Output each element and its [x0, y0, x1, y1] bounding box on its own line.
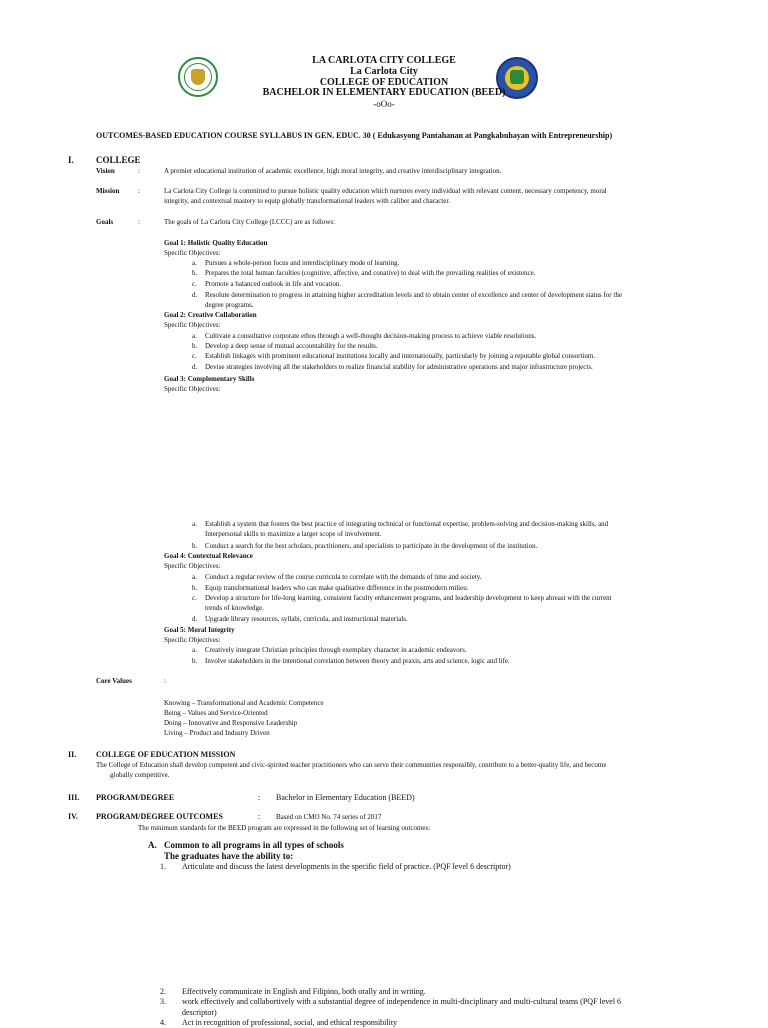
- objective-text: Resolute determination to progress in attaining higher accreditation levels and to obtain center of excellence and center of development status for the: [205, 291, 622, 299]
- objective-text: Pursues a whole-person focus and interdisciplinary mode of learning.: [205, 259, 400, 267]
- core-value-item: Being – Values and Service-Oriented: [164, 709, 268, 717]
- objective-letter: a.: [192, 332, 197, 340]
- objective-letter: c.: [192, 594, 197, 602]
- objective-text-cont: Interpersonal skills to maximize a larger scope of involvement.: [205, 530, 382, 538]
- outcome-text-cont: descriptor): [182, 1008, 217, 1017]
- outcome-number: 1.: [160, 862, 166, 871]
- objective-text: Develop a deep sense of mutual accountability for the results.: [205, 342, 378, 350]
- goals-colon: :: [138, 218, 140, 226]
- objective-text-cont: degree programs.: [205, 301, 254, 309]
- mission-text: integrity, and contextual mastery to equip globally transformational leaders with caliber and character.: [164, 197, 451, 205]
- core-value-item: Living – Product and Industry Driven: [164, 729, 270, 737]
- college-name: LA CARLOTA CITY COLLEGE: [312, 55, 456, 66]
- goal-title: Goal 3: Complementary Skills: [164, 375, 255, 383]
- core-values-label: Core Values: [96, 677, 132, 685]
- outcome-group-letter: A.: [148, 840, 157, 850]
- program-value: Bachelor in Elementary Education (BEED): [276, 793, 415, 802]
- goal-title: Goal 2: Creative Collaboration: [164, 311, 257, 319]
- vision-label: Vision: [96, 167, 115, 175]
- goal-title: Goal 4: Contextual Relevance: [164, 552, 253, 560]
- outcomes-intro: The minimum standards for the BEED program are expressed in the following set of learning outcomes:: [138, 824, 431, 832]
- objective-text: Involve stakeholders in the intentional correlation between theory and praxis, arts and science, logic and life.: [205, 657, 510, 665]
- program-colon: :: [258, 793, 261, 802]
- objective-text-cont: trends of knowledge.: [205, 604, 264, 612]
- objective-letter: b.: [192, 584, 198, 592]
- section-number: II.: [68, 750, 77, 759]
- objective-letter: a.: [192, 573, 197, 581]
- objective-letter: c.: [192, 280, 197, 288]
- outcome-number: 3.: [160, 997, 166, 1006]
- specific-objectives-label: Specific Objectives:: [164, 321, 221, 329]
- goal-title: Goal 1: Holistic Quality Education: [164, 239, 268, 247]
- outcomes-basis: Based on CMO No. 74 series of 2017: [276, 813, 382, 821]
- objective-text: Conduct a regular review of the course curricula to correlate with the demands of time and society.: [205, 573, 482, 581]
- outcome-group-title: Common to all programs in all types of schools: [164, 840, 344, 850]
- objective-letter: d.: [192, 363, 198, 371]
- goals-label: Goals: [96, 218, 114, 226]
- outcome-group-subtitle: The graduates have the ability to:: [164, 851, 294, 861]
- objective-letter: d.: [192, 615, 198, 623]
- objective-text: Promote a balanced outlook in life and vocation.: [205, 280, 342, 288]
- outcome-text: Effectively communicate in English and Filipino, both orally and in writing.: [182, 987, 426, 996]
- outcome-text: Articulate and discuss the latest developments in the specific field of practice. (PQF level 6 descriptor): [182, 862, 511, 871]
- section-heading: COLLEGE OF EDUCATION MISSION: [96, 750, 236, 759]
- program-name: BACHELOR IN ELEMENTARY EDUCATION (BEED): [262, 87, 506, 98]
- outcomes-colon: :: [258, 812, 261, 821]
- vision-colon: :: [138, 167, 140, 175]
- syllabus-title: OUTCOMES-BASED EDUCATION COURSE SYLLABUS IN GEN. EDUC. 30 ( Edukasyong Pantahanan at Pangkabuhayan with Entrepreneurship): [96, 131, 613, 140]
- objective-letter: b.: [192, 342, 198, 350]
- specific-objectives-label: Specific Objectives:: [164, 249, 221, 257]
- mission-label: Mission: [96, 187, 120, 195]
- section-number: IV.: [68, 812, 78, 821]
- mission-colon: :: [138, 187, 140, 195]
- mission-text: The College of Education shall develop competent and civic-spirited teacher practitioners who can serve their communities responsibly, contribute to a better-quality life, and become: [96, 761, 607, 769]
- outcome-number: 2.: [160, 987, 166, 996]
- specific-objectives-label: Specific Objectives:: [164, 385, 221, 393]
- objective-text: Develop a structure for life-long learning, consistent faculty enhancement programs, and leadership development to keep abreast with the current: [205, 594, 612, 602]
- mission-text: La Carlota City College is committed to pursue holistic quality education which nurtures every individual with relevant content, necessary competency, moral: [164, 187, 607, 195]
- objective-text: Devise strategies involving all the stakeholders to realize financial stability for administrative operations and major infrastructure projects.: [205, 363, 593, 371]
- objective-text: Establish a system that fosters the best practice of integrating technical or functional expertise, problem-solving and decision-making skills, and: [205, 520, 609, 528]
- specific-objectives-label: Specific Objectives:: [164, 636, 221, 644]
- objective-text: Creatively integrate Christian principles through exemplary character in academic endeavors.: [205, 646, 467, 654]
- objective-text: Equip transformational leaders who can make qualitative difference in the postmodern milieu.: [205, 584, 469, 592]
- outcome-text: Act in recognition of professional, social, and ethical responsibility: [182, 1018, 398, 1027]
- objective-text: Upgrade library resources, syllabi, curricula, and instructional materials.: [205, 615, 408, 623]
- objective-letter: a.: [192, 259, 197, 267]
- objective-text: Conduct a search for the best scholars, practitioners, and specialists to participate in the development of the institution.: [205, 542, 538, 550]
- objective-letter: b.: [192, 269, 198, 277]
- objective-text: Establish linkages with prominent educational institutions locally and internationally, particularly by joining a reputable global consortium.: [205, 352, 596, 360]
- vision-text: A premier educational institution of academic excellence, high moral integrity, and creative interdisciplinary integration.: [164, 167, 502, 175]
- core-value-item: Knowing – Transformational and Academic Competence: [164, 699, 324, 707]
- objective-text: Cultivate a consultative corporate ethos through a well-thought decision-making process to achieve viable resolutions.: [205, 332, 537, 340]
- objective-letter: c.: [192, 352, 197, 360]
- objective-letter: a.: [192, 520, 197, 528]
- section-heading: COLLEGE: [96, 155, 141, 165]
- core-values-colon: :: [164, 677, 166, 685]
- section-number: III.: [68, 793, 80, 802]
- core-value-item: Doing – Innovative and Responsive Leadership: [164, 719, 298, 727]
- mission-text: globally competitive.: [110, 771, 170, 779]
- city-name: La Carlota City: [350, 66, 418, 77]
- separator: -oOo-: [373, 99, 395, 109]
- outcome-number: 4.: [160, 1018, 166, 1027]
- objective-letter: b.: [192, 657, 198, 665]
- specific-objectives-label: Specific Objectives:: [164, 562, 221, 570]
- section-heading: PROGRAM/DEGREE OUTCOMES: [96, 812, 223, 821]
- objective-letter: b.: [192, 542, 198, 550]
- goals-intro: The goals of La Carlota City College (LCCC) are as follows:: [164, 218, 336, 226]
- goal-title: Goal 5: Moral Integrity: [164, 626, 235, 634]
- department-name: COLLEGE OF EDUCATION: [319, 77, 449, 88]
- objective-text: Prepares the total human faculties (cognitive, affective, and conative) to deal with the prevailing realities of existence.: [205, 269, 536, 277]
- section-number: I.: [68, 155, 74, 165]
- outcome-text: work effectively and collabortively with a substantial degree of independence in multi-disciplinary and multi-cultural teams (PQF level 6: [182, 997, 622, 1006]
- section-heading: PROGRAM/DEGREE: [96, 793, 175, 802]
- objective-letter: a.: [192, 646, 197, 654]
- objective-letter: d.: [192, 291, 198, 299]
